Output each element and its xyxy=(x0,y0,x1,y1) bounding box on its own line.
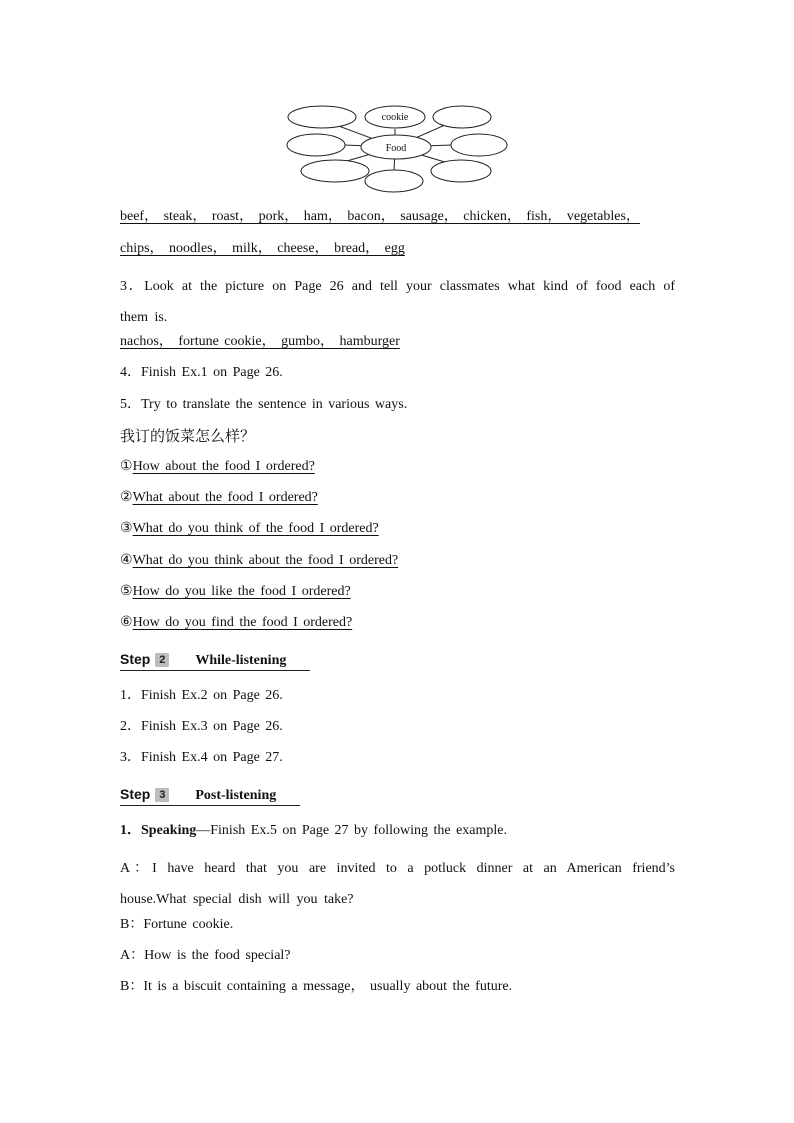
dialogue-line: A：How is the food special? xyxy=(120,948,291,963)
speaking-number: 1． xyxy=(120,823,141,838)
step-3-heading xyxy=(120,785,276,805)
translation-marker: ③ xyxy=(120,521,133,536)
chinese-sentence: 我订的饭菜怎么样？ xyxy=(120,427,256,445)
translation-text: How do you find the food I ordered? xyxy=(132,615,353,630)
speaking-text: —Finish Ex.5 on Page 27 by following the example. xyxy=(196,823,507,838)
translation-text: What about the food I ordered? xyxy=(132,490,318,505)
translation-row xyxy=(120,552,398,570)
step-title: While-listening xyxy=(195,653,287,668)
step-2-heading xyxy=(120,650,286,670)
vocab-line-2: chips， noodles， milk， cheese， bread， egg xyxy=(120,241,405,256)
translation-marker: ④ xyxy=(120,553,133,568)
step-3-underline xyxy=(120,805,300,806)
step-2-item: 3．Finish Ex.4 on Page 27. xyxy=(120,750,283,765)
speaking-label: Speaking xyxy=(141,823,197,838)
web-bubble-right xyxy=(451,134,507,156)
vocab-line-1: beef， steak， roast， pork， ham， bacon， sausage， chicken， fish， vegetables， xyxy=(120,209,640,224)
step-label: Step xyxy=(120,651,151,667)
translation-marker: ② xyxy=(120,490,133,505)
web-bubble-bottom-right xyxy=(431,160,491,182)
translation-row xyxy=(120,489,318,507)
translation-row xyxy=(120,458,315,476)
step-2-item: 2．Finish Ex.3 on Page 26. xyxy=(120,719,283,734)
item-4: 4．Finish Ex.1 on Page 26. xyxy=(120,365,283,380)
translation-row xyxy=(120,614,352,632)
step-2-item: 1．Finish Ex.2 on Page 26. xyxy=(120,688,283,703)
translation-marker: ① xyxy=(120,459,133,474)
step-2-underline xyxy=(120,670,310,671)
item-3-answer: nachos， fortune cookie， gumbo， hamburger xyxy=(120,334,400,349)
speaking-instruction xyxy=(120,822,507,840)
translation-row xyxy=(120,583,351,601)
step-number-badge: 2 xyxy=(155,653,169,667)
step-number-badge: 3 xyxy=(155,788,169,802)
translation-row xyxy=(120,520,379,538)
web-top-label: cookie xyxy=(381,112,409,123)
translation-text: What do you think of the food I ordered? xyxy=(132,521,379,536)
item-3: 3．Look at the picture on Page 26 and tell your classmates what kind of food each of them is. xyxy=(120,279,675,325)
step-title: Post-listening xyxy=(195,788,277,803)
translation-text: How do you like the food I ordered? xyxy=(132,584,351,599)
step-label: Step xyxy=(120,786,151,802)
item-5: 5．Try to translate the sentence in various ways. xyxy=(120,397,408,412)
web-bubble-top-left xyxy=(288,106,356,128)
dialogue-line: B：Fortune cookie. xyxy=(120,917,234,932)
translation-text: What do you think about the food I ordered? xyxy=(132,553,399,568)
web-bubble-top-right xyxy=(433,106,491,128)
web-bubble-bottom xyxy=(365,170,423,192)
translation-marker: ⑤ xyxy=(120,584,133,599)
translation-marker: ⑥ xyxy=(120,615,133,630)
dialogue-line: B：It is a biscuit containing a message， usually about the future. xyxy=(120,979,513,994)
web-bubble-left xyxy=(287,134,345,156)
dialogue-line: A：I have heard that you are invited to a potluck dinner at an American friend’s house.What special dish will you take? xyxy=(120,861,675,907)
web-bubble-bottom-left xyxy=(301,160,369,182)
translation-text: How about the food I ordered? xyxy=(132,459,315,474)
web-center-label: Food xyxy=(385,143,407,154)
food-word-web-diagram xyxy=(0,0,794,200)
